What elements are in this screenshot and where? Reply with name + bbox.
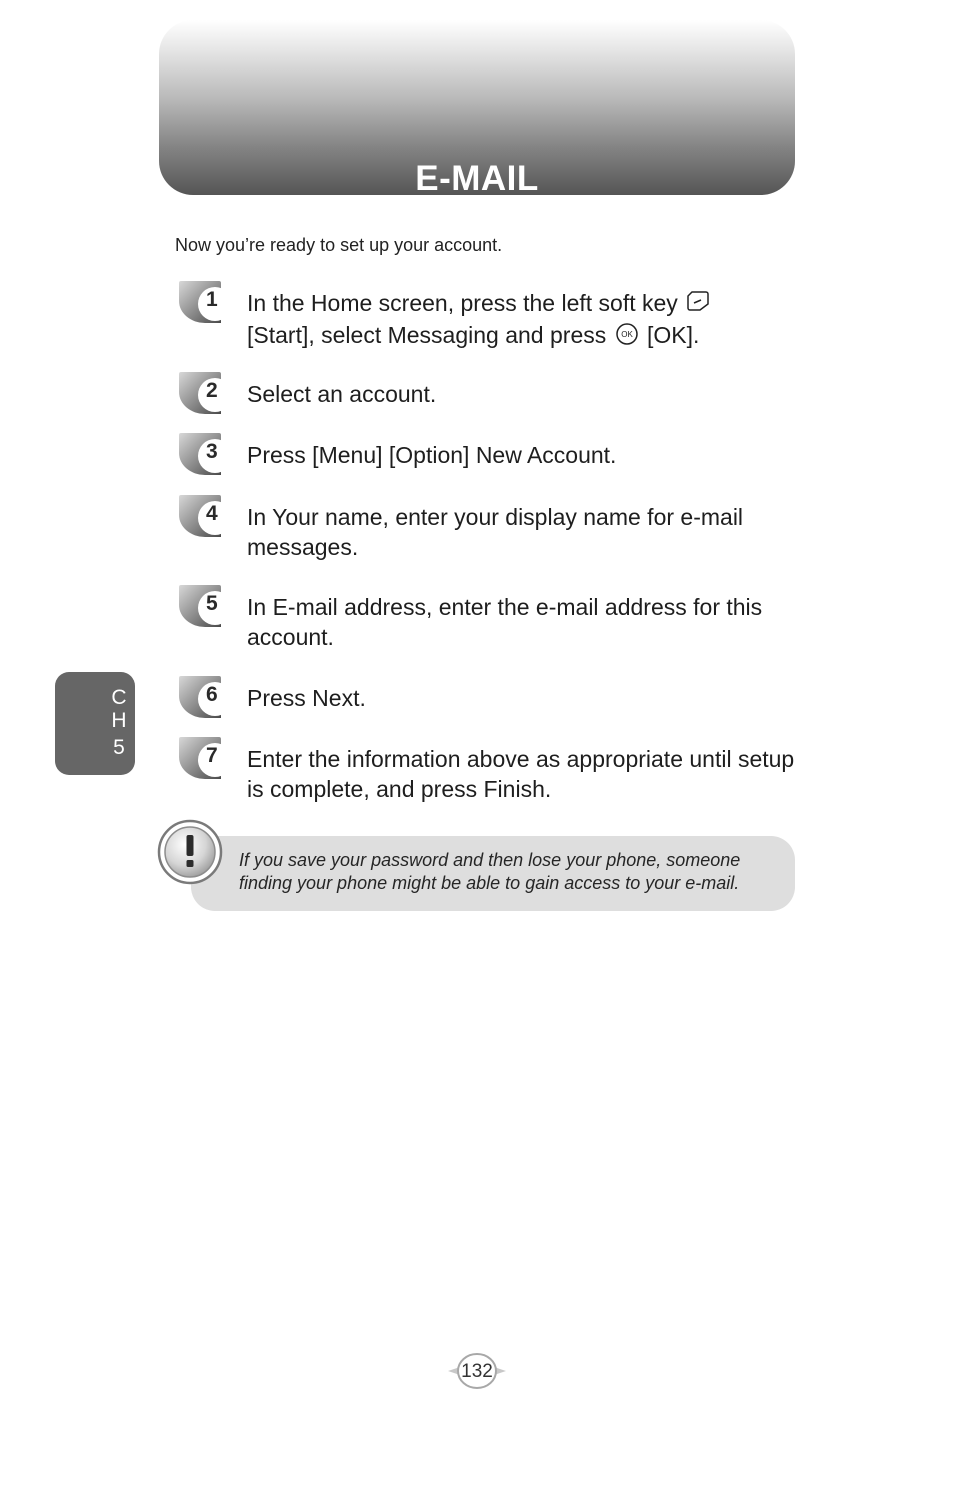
ok-key-icon — [615, 322, 639, 353]
step-badge-shape — [175, 279, 231, 325]
note-text — [239, 849, 789, 895]
step-badge — [175, 431, 231, 477]
chapter-tab-number: 5 — [113, 736, 125, 759]
step-badge-shape — [175, 370, 231, 416]
step-number: 4 — [206, 502, 218, 525]
step-badge — [175, 674, 231, 720]
page-number-badge — [446, 1351, 508, 1391]
svg-text:OK: OK — [620, 329, 633, 339]
step-badge — [175, 493, 231, 539]
step-text: In E-mail address, enter the e-mail address for this account. — [247, 594, 763, 650]
step-number: 6 — [206, 683, 218, 706]
step-badge-shape — [175, 583, 231, 629]
step-text: Press [Menu] [Option] New Account. — [247, 442, 617, 468]
page-title: E-MAIL — [415, 159, 539, 198]
note-line: finding your phone might be able to gain access to your e-mail. — [239, 873, 740, 893]
step-text: Press Next. — [247, 685, 366, 711]
step-text: Select an account. — [247, 381, 437, 407]
exclamation-icon — [157, 819, 223, 885]
step-badge — [175, 370, 231, 416]
note-line: If you save your password and then lose your phone, someone — [239, 850, 741, 870]
step-text-part: [Start], select Messaging and press — [247, 322, 607, 349]
step-badge-shape — [175, 431, 231, 477]
step-number: 5 — [206, 592, 218, 615]
step-text: Enter the information above as appropriate until setup is complete, and press Finish. — [247, 746, 795, 802]
step-number: 2 — [206, 379, 218, 402]
intro-text: Now you’re ready to set up your account. — [175, 235, 503, 255]
chapter-tab-letter: C — [111, 686, 127, 709]
step-badge — [175, 279, 231, 325]
step-badge — [175, 735, 231, 781]
step-text-part: [OK]. — [647, 322, 700, 349]
step-text: In Your name, enter your display name for e-mail messages. — [247, 504, 744, 560]
step-number: 7 — [206, 744, 218, 767]
step-badge-shape — [175, 674, 231, 720]
page-number: 132 — [461, 1361, 493, 1382]
chapter-tab — [55, 672, 135, 775]
step-badge-shape — [175, 493, 231, 539]
step-badge-shape — [175, 735, 231, 781]
step-badge — [175, 583, 231, 629]
step-number: 3 — [206, 440, 218, 463]
header-banner — [159, 20, 795, 198]
chapter-tab-letter: H — [111, 709, 127, 732]
step-text — [247, 288, 807, 353]
step-number: 1 — [206, 288, 218, 311]
left-soft-key-icon — [686, 289, 710, 320]
step-text-part: In the Home screen, press the left soft key — [247, 290, 678, 316]
